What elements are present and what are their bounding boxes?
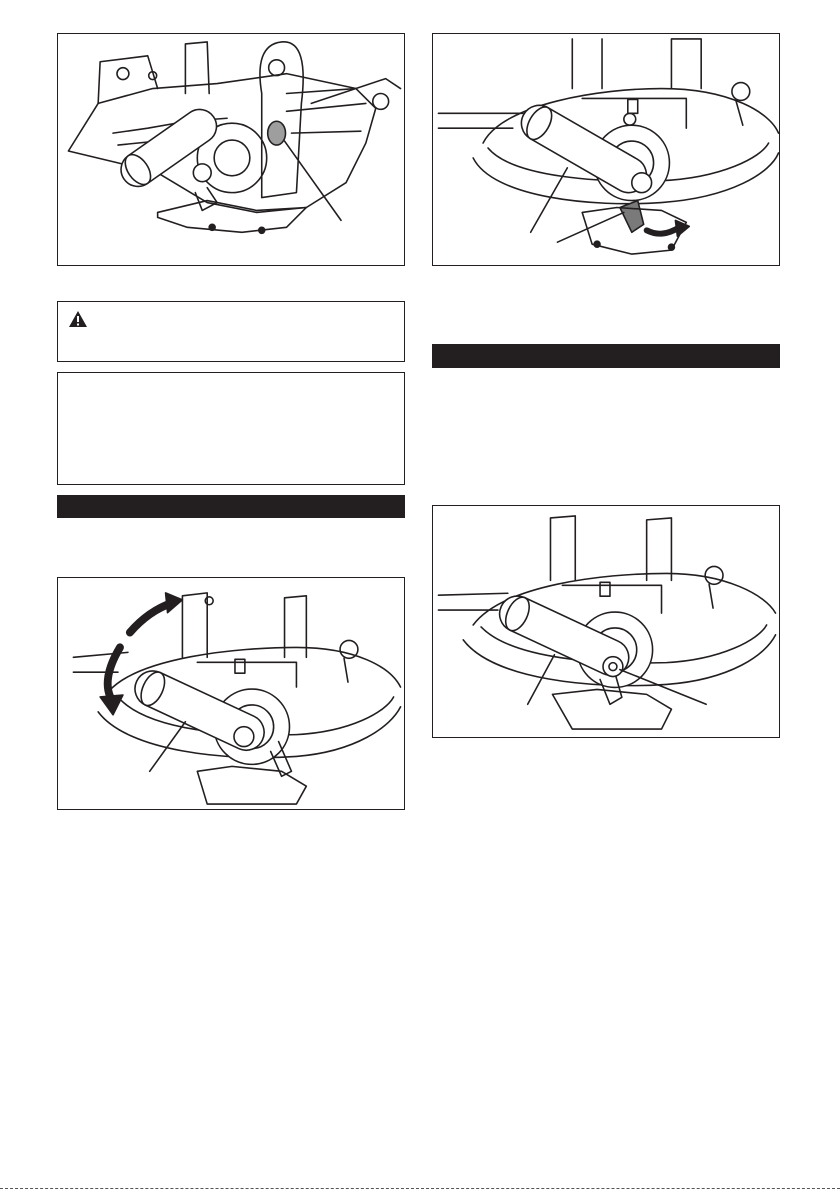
- miter-saw-lock-pin-illustration: [58, 34, 404, 265]
- miter-saw-lever-release-illustration: [433, 34, 779, 265]
- miter-saw-handle-screw-illustration: [433, 506, 779, 737]
- section-heading-bar-left: [57, 495, 405, 518]
- figure-lever-release: [432, 33, 780, 266]
- miter-saw-handle-rotate-illustration: [58, 578, 404, 809]
- page-bottom-rule: [0, 1188, 840, 1190]
- figure-handle-rotate: [57, 577, 405, 810]
- figure-handle-screw: [432, 505, 780, 738]
- notice-box: [57, 372, 405, 485]
- warning-triangle-icon: [68, 310, 88, 328]
- section-heading-bar-right: [432, 344, 780, 368]
- warning-box: [57, 301, 405, 362]
- figure-lock-pin: [57, 33, 405, 266]
